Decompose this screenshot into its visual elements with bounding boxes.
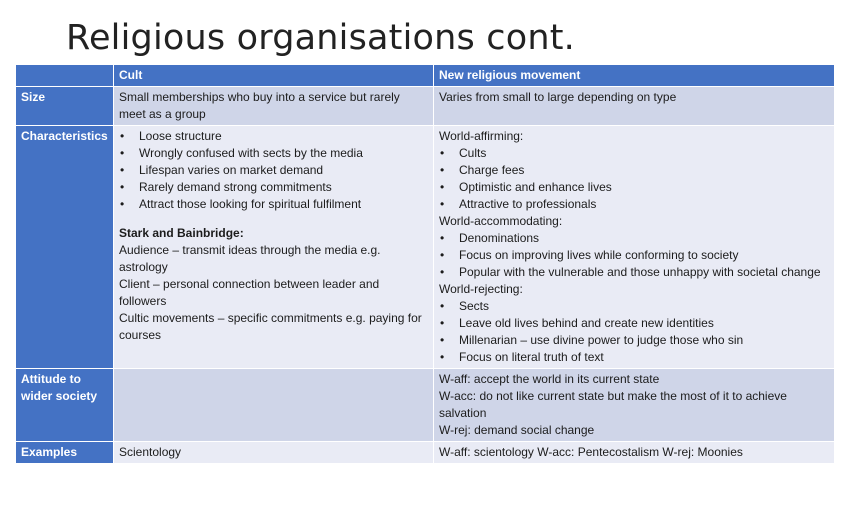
row-label-size: Size xyxy=(16,87,114,126)
list-item: • Optimistic and enhance lives xyxy=(439,179,829,196)
list-item: • Attract those looking for spiritual fulfilment xyxy=(119,196,428,213)
group-heading: World-accommodating: xyxy=(439,214,563,228)
list-item: • Rarely demand strong commitments xyxy=(119,179,428,196)
row-examples xyxy=(16,442,835,464)
list-item: • Loose structure xyxy=(119,128,428,145)
characteristics-cult xyxy=(114,126,434,369)
list-item: • Popular with the vulnerable and those unhappy with societal change xyxy=(439,264,829,281)
slide-title: Religious organisations cont. xyxy=(66,18,575,58)
list-item: • Cults xyxy=(439,145,829,162)
list-item: • Leave old lives behind and create new identities xyxy=(439,315,829,332)
list-item: • Wrongly confused with sects by the media xyxy=(119,145,428,162)
list-item: • Focus on literal truth of text xyxy=(439,349,829,366)
list-item: • Sects xyxy=(439,298,829,315)
table-header-row xyxy=(16,65,835,87)
list-item: • Charge fees xyxy=(439,162,829,179)
attitude-line: W-acc: do not like current state but make the most of it to achieve salvation xyxy=(439,389,787,420)
world-rejecting-list xyxy=(439,298,829,366)
cult-bullet-list xyxy=(119,128,428,213)
stark-bainbridge-heading: Stark and Bainbridge: xyxy=(119,226,244,240)
row-label-examples: Examples xyxy=(16,442,114,464)
header-cult: Cult xyxy=(114,65,434,87)
row-label-attitude: Attitude to wider society xyxy=(16,369,114,442)
group-heading: World-rejecting: xyxy=(439,282,523,296)
row-label-characteristics: Characteristics xyxy=(16,126,114,369)
world-accommodating-list xyxy=(439,230,829,281)
cult-type-line: Client – personal connection between leader and followers xyxy=(119,277,380,308)
row-characteristics xyxy=(16,126,835,369)
comparison-table xyxy=(15,64,835,464)
attitude-nrm xyxy=(434,369,835,442)
examples-cult: Scientology xyxy=(114,442,434,464)
list-item: • Attractive to professionals xyxy=(439,196,829,213)
row-size xyxy=(16,87,835,126)
size-cult: Small memberships who buy into a service but rarely meet as a group xyxy=(114,87,434,126)
list-item: • Millenarian – use divine power to judge those who sin xyxy=(439,332,829,349)
world-affirming-list xyxy=(439,145,829,213)
list-item: • Denominations xyxy=(439,230,829,247)
header-nrm: New religious movement xyxy=(434,65,835,87)
list-item: • Lifespan varies on market demand xyxy=(119,162,428,179)
examples-nrm: W-aff: scientology W-acc: Pentecostalism W-rej: Moonies xyxy=(434,442,835,464)
characteristics-nrm xyxy=(434,126,835,369)
cult-type-line: Cultic movements – specific commitments e.g. paying for courses xyxy=(119,311,422,342)
row-attitude xyxy=(16,369,835,442)
list-item: • Focus on improving lives while conforming to society xyxy=(439,247,829,264)
attitude-line: W-aff: accept the world in its current state xyxy=(439,372,660,386)
group-heading: World-affirming: xyxy=(439,129,524,143)
size-nrm: Varies from small to large depending on type xyxy=(434,87,835,126)
attitude-cult xyxy=(114,369,434,442)
attitude-line: W-rej: demand social change xyxy=(439,423,595,437)
header-corner xyxy=(16,65,114,87)
cult-type-line: Audience – transmit ideas through the media e.g. astrology xyxy=(119,243,381,274)
